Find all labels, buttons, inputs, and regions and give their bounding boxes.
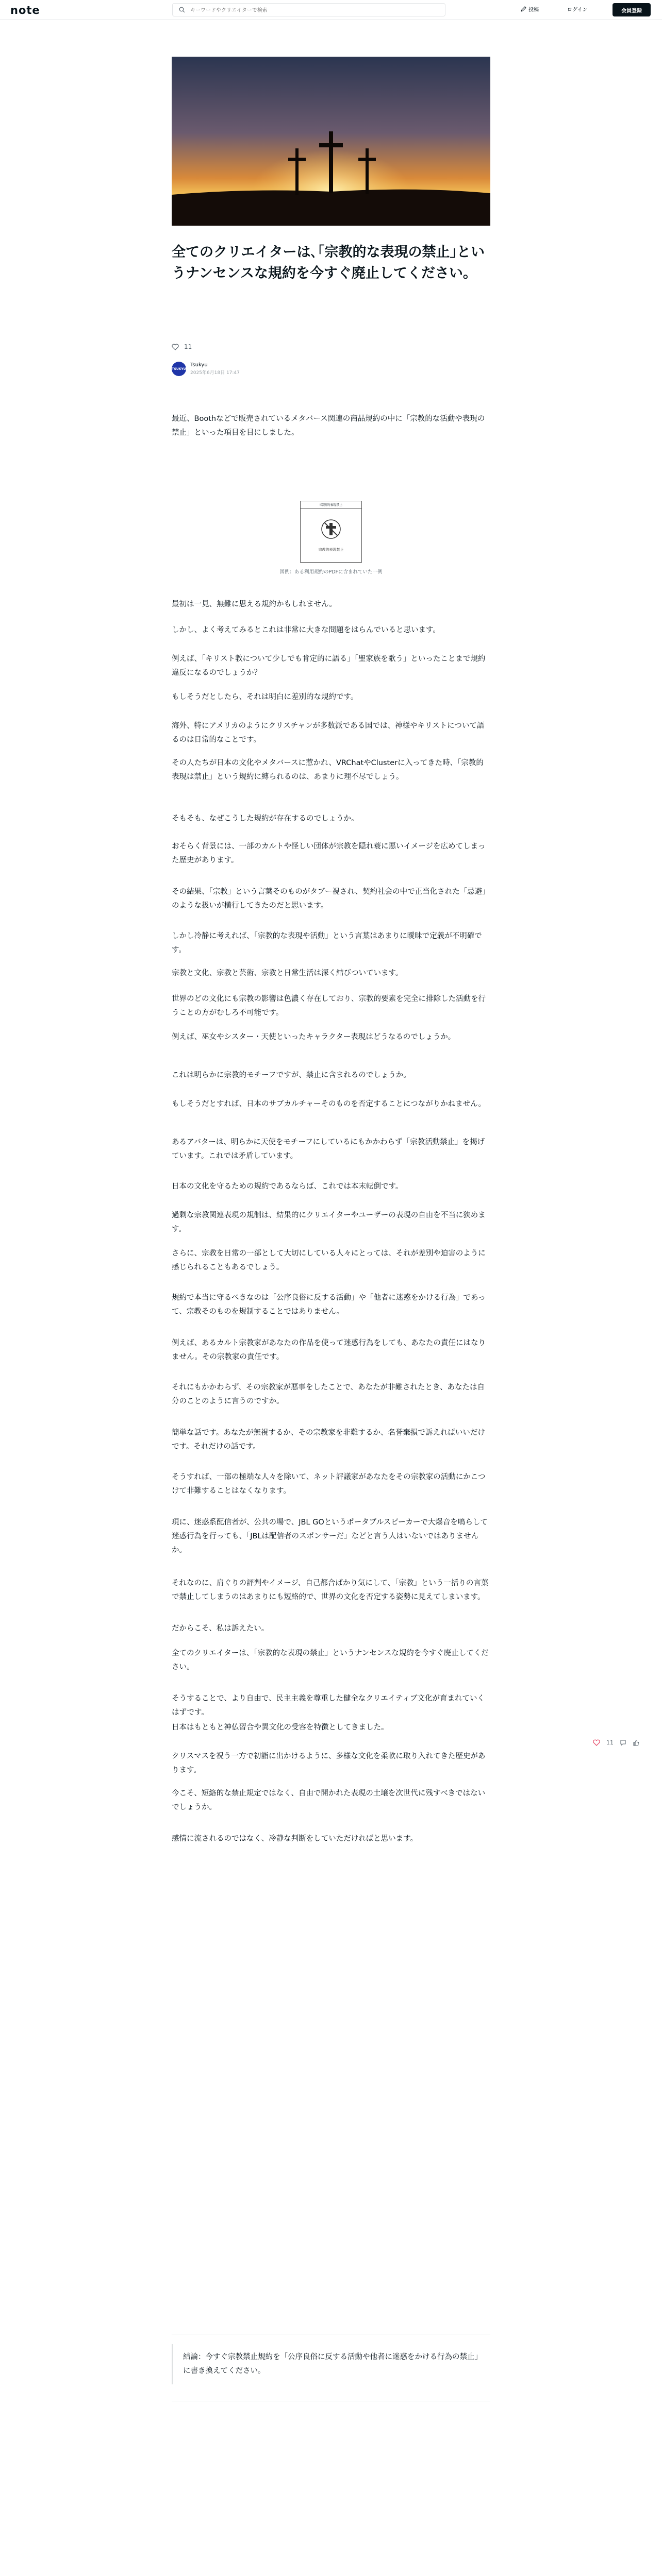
body-paragraph: クリスマスを祝う一方で初詣に出かけるように、多様な文化を柔軟に取り入れてきた歴史があります。 (172, 1752, 486, 1774)
body-paragraph: 例えば、あるカルト宗教家があなたの作品を使って迷惑行為をしても、あなたの責任にはなりません。その宗教家の責任です。 (172, 1339, 486, 1361)
heart-icon (172, 344, 179, 350)
note-logo[interactable]: note (10, 4, 40, 16)
no-religion-icon (301, 509, 361, 562)
body-paragraph: 最近、Boothなどで販売されているメタバース関連の商品規約の中に「宗教的な活動や表現の禁止」といった項目を目にしました。 (172, 415, 485, 437)
body-paragraph: 規約で本当に守るべきなのは「公序良俗に反する活動」や「他者に迷惑をかける行為」であって、宗教そのものを規制することではありません。 (172, 1294, 486, 1316)
site-header (0, 0, 662, 20)
search-icon (179, 7, 185, 13)
body-paragraph: 今こそ、短絡的な禁止規定ではなく、自由で開かれた表現の土壌を次世代に残すべきではないでしょうか。 (172, 1789, 486, 1811)
heart-icon[interactable] (593, 1739, 600, 1746)
figure-label: 宗教的表現禁止 (318, 548, 344, 552)
body-paragraph: その人たちが日本の文化やメタバースに惹かれ、VRChatやClusterに入ってきた時、「宗教的表現は禁止」という規約に縛られるのは、あまりに理不尽でしょう。 (172, 759, 484, 781)
pencil-icon (521, 6, 526, 12)
body-paragraph: そうすれば、一部の極端な人々を除いて、ネット評議家があなたをその宗教家の活動にかこつけて非難することはなくなります。 (172, 1473, 486, 1495)
body-paragraph: これは明らかに宗教的モチーフですが、禁止に含まれるのでしょうか。 (172, 1071, 411, 1079)
side-like-bar[interactable] (593, 1739, 639, 1746)
body-paragraph: 過剰な宗教関連表現の規制は、結果的にクリエイターやユーザーの表現の自由を不当に狭めます。 (172, 1211, 486, 1233)
conclusion-quote: 結論：今すぐ宗教禁止規約を「公序良俗に反する活動や他者に迷惑をかける行為の禁止」に書き換えてください。 (172, 2344, 490, 2384)
body-paragraph: もしそうだとすれば、日本のサブカルチャーそのものを否定することにつながりかねません。 (172, 1100, 486, 1108)
figure-caption: 図例：ある利用規約のPDFに含まれていた一例 (279, 569, 383, 575)
body-paragraph: しかし冷静に考えれば、「宗教的な表現や活動」という言葉はあまりに曖昧で定義が不明確です。 (172, 932, 482, 954)
body-paragraph: だからこそ、私は訴えたい。 (172, 1624, 269, 1633)
body-paragraph: それなのに、肩ぐりの評判やイメージ、自己都合ばかり気にして、「宗教」という一括りの言葉で禁止してしまうのはあまりにも短絡的で、世界の文化を否定する姿勢に見えてしまいます。 (172, 1579, 489, 1601)
body-paragraph: そうすることで、より自由で、民主主義を尊重した健全なクリエイティブ文化が育まれていくはずです。 (172, 1694, 485, 1717)
body-paragraph: 例えば、「キリスト教について少しでも肯定的に語る」「聖家族を歌う」といったことまで規約違反になるのでしょうか？ (172, 655, 486, 677)
body-paragraph: その結果、「宗教」という言葉そのものがタブー視され、契約社会の中で正当化された「忌避」のような扱いが横行してきたのだと思います。 (172, 888, 490, 910)
body-paragraph: 宗教と文化、宗教と芸術、宗教と日常生活は深く結びついています。 (172, 969, 403, 977)
body-paragraph: 簡単な話です。あなたが無視するか、その宗教家を非難するか、名誉棄損で訴えればいいだけです。それだけの話です。 (172, 1429, 485, 1451)
post-date: 2025年6月18日 17:47 (190, 370, 240, 376)
body-paragraph: 最初は一見、無難に思える規約かもしれません。 (172, 600, 337, 608)
body-paragraph: 日本の文化を守るための規約であるならば、これでは本末転倒です。 (172, 1182, 403, 1191)
post-button[interactable] (521, 5, 539, 13)
figure-header: !宗教的表現禁止 (301, 501, 361, 509)
comment-icon[interactable] (620, 1739, 626, 1746)
search-box[interactable] (172, 3, 445, 16)
like-summary[interactable] (172, 343, 192, 350)
body-paragraph: あるアバターは、明らかに天使をモチーフにしているにもかかわらず「宗教活動禁止」を掲げています。これでは矛盾しています。 (172, 1138, 485, 1160)
body-paragraph: 例えば、巫女やシスター・天使といったキャラクター表現はどうなるのでしょうか。 (172, 1033, 456, 1041)
search-input[interactable] (190, 6, 438, 15)
side-like-count: 11 (606, 1739, 614, 1746)
body-paragraph: それにもかかわらず、その宗教家が悪事をしたことで、あなたが非難されたとき、あなたは自分のことのように言うのですか。 (172, 1383, 485, 1405)
avatar[interactable]: TSUKYU (172, 362, 186, 376)
body-paragraph: 海外、特にアメリカのようにクリスチャンが多数派である国では、神様やキリストについて語るのは日常的なことです。 (172, 722, 485, 744)
body-paragraph: 全てのクリエイターは、「宗教的な表現の禁止」というナンセンスな規約を今すぐ廃止してください。 (172, 1649, 489, 1671)
figure-image (300, 501, 362, 563)
hero-image (172, 57, 490, 226)
login-link[interactable]: ログイン (567, 7, 588, 13)
post-label: 投稿 (528, 7, 539, 13)
author-name[interactable]: Tsukyu (190, 362, 208, 368)
like-count-top: 11 (184, 343, 192, 350)
author-meta[interactable] (172, 362, 240, 376)
body-paragraph: 日本はもともと神仏習合や異文化の受容を特徴としてきました。 (172, 1723, 389, 1732)
body-paragraph: 世界のどの文化にも宗教の影響は色濃く存在しており、宗教的要素を完全に排除した活動を行うことの方がむしろ不可能です。 (172, 995, 486, 1017)
article-title: 全てのクリエイターは､｢宗教的な表現の禁止｣というナンセンスな規約を今すぐ廃止してください｡ (172, 244, 485, 281)
body-paragraph: おそらく背景には、一部のカルトや怪しい団体が宗教を隠れ蓑に悪いイメージを広めてしまった歴史があります。 (172, 842, 486, 865)
body-paragraph: もしそうだとしたら、それは明白に差別的な規約です。 (172, 693, 358, 701)
signup-button[interactable]: 会員登録 (613, 3, 651, 16)
body-paragraph: さらに、宗教を日常の一部として大切にしている人々にとっては、それが差別や迫害のように感じられることもあるでしょう。 (172, 1249, 486, 1272)
thumb-icon[interactable] (633, 1739, 639, 1746)
body-paragraph: 感情に流されるのではなく、冷静な判断をしていただければと思います。 (172, 1835, 418, 1843)
body-paragraph: しかし、よく考えてみるとこれは非常に大きな問題をはらんでいると思います。 (172, 626, 440, 634)
body-paragraph: そもそも、なぜこうした規約が存在するのでしょうか。 (172, 815, 359, 823)
body-paragraph: 現に、迷惑系配信者が、公共の場で、JBL GOというポータブルスピーカーで大爆音を鳴らして迷惑行為を行っても、「JBLは配信者のスポンサーだ」などと言う人はいないではありませんか。 (172, 1518, 488, 1554)
